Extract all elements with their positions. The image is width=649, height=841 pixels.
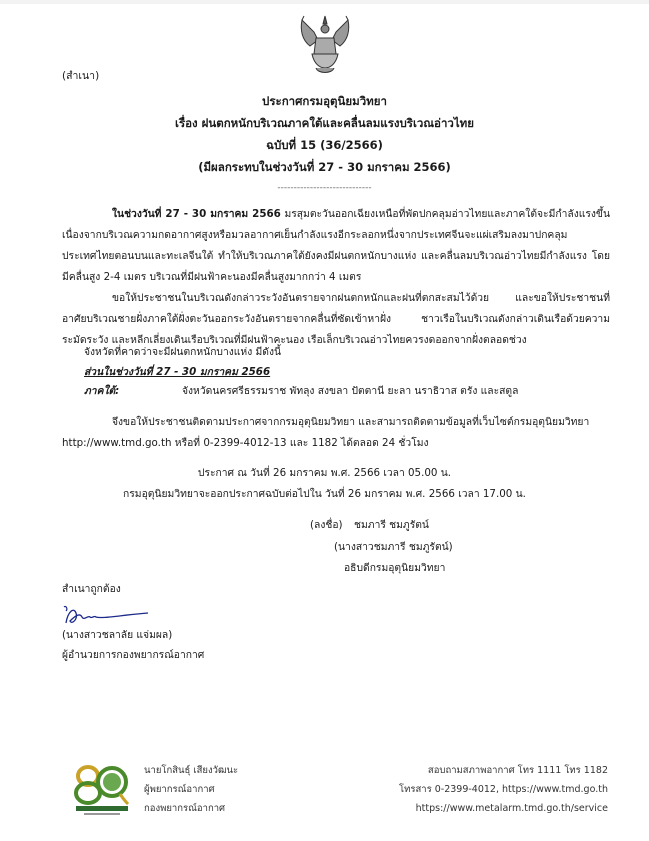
provinces-intro: จังหวัดที่คาดว่าจะมีฝนตกหนักบางแห่ง มีดังนี้ xyxy=(84,346,282,358)
forecast-text: มรสุมตะวันออกเฉียงเหนือที่พัดปกคลุมอ่าวไทยและภาคใต้จะมีกำลังแรงขึ้น เนื่องจากบริเวณความกดอากาศสูงหรือมวลอากาศเย็นกำลังแรงอีกระลอกหนึ่งจากประเทศจีนจะแผ่เสริมลงมาปกคลุมประเทศไทยตอนบนและทะเลจีนใต้ ทำให้บริเวณภาคใต้ยังคงมีฝนตกหนักบางแห่ง และคลื่นลมบริเวณอ่าวไทยมีกำลังแรง โดยมีคลื่นสูง 2-4 เมตร บริเวณที่มีฝนฟ้าคะนองมีคลื่นสูงมากกว่า 4 เมตร xyxy=(62,208,610,283)
forecaster-division: กองพยากรณ์อากาศ xyxy=(144,803,226,814)
region-provinces: จังหวัดนครศรีธรรมราช พัทลุง สงขลา ปัตตานี ยะลา นราธิวาส ตรัง และสตูล xyxy=(182,385,519,397)
period-heading: ส่วนในช่วงวันที่ 27 - 30 มกราคม 2566 xyxy=(84,366,271,378)
signed-label: (ลงชื่อ) xyxy=(310,519,343,531)
top-border xyxy=(0,0,649,4)
footer-fax-website[interactable]: โทรสาร 0-2399-4012, https://www.tmd.go.th xyxy=(399,784,608,795)
footer-hotline: สอบถามสภาพอากาศ โทร 1111 โทร 1182 xyxy=(427,765,608,776)
next-issue: กรมอุตุนิยมวิทยาจะออกประกาศฉบับต่อไปใน วันที่ 26 มกราคม พ.ศ. 2566 เวลา 17.00 น. xyxy=(123,488,526,500)
region-label: ภาคใต้: xyxy=(84,385,120,397)
forecaster-role: ผู้พยากรณ์อากาศ xyxy=(144,784,215,795)
signed-name: ชมภารี ชมภูรัตน์ xyxy=(354,519,429,531)
forecast-period-bold: ในช่วงวันที่ 27 - 30 มกราคม 2566 xyxy=(112,208,281,220)
certified-label: สำเนาถูกต้อง xyxy=(62,583,121,595)
effect-period: (มีผลกระทบในช่วงวันที่ 27 - 30 มกราคม 2566) xyxy=(198,160,451,174)
issue-number: ฉบับที่ 15 (36/2566) xyxy=(266,138,383,152)
paragraph-forecast xyxy=(62,204,610,288)
forecaster-name: นายโกสินธุ์ เสียงวัฒนะ xyxy=(144,765,239,776)
announcement-subject: เรื่อง ฝนตกหนักบริเวณภาคใต้และคลื่นลมแรงบริเวณอ่าวไทย xyxy=(175,116,474,130)
separator: ----------------------------- xyxy=(277,183,372,193)
announced-at: ประกาศ ณ วันที่ 26 มกราคม พ.ศ. 2566 เวลา 05.00 น. xyxy=(197,467,452,479)
contact-instruction: จึงขอให้ประชาชนติดตามประกาศจากกรมอุตุนิยมวิทยา และสามารถติดตามข้อมูลที่เว็บไซต์กรมอุตุนิยมวิทยา xyxy=(112,416,590,428)
director-full-name: (นางสาวชมภารี ชมภูรัตน์) xyxy=(334,541,453,553)
contact-details: http://www.tmd.go.th หรือที่ 0-2399-4012-13 และ 1182 ได้ตลอด 24 ชั่วโมง xyxy=(62,437,429,449)
paragraph-warning: ขอให้ประชาชนในบริเวณดังกล่าวระวังอันตรายจากฝนตกหนักและฝนที่ตกสะสมไว้ด้วย และขอให้ประชาชนที่อาศัยบริเวณชายฝั่งภาคใต้ฝั่งตะวันออกระวังอันตรายจากคลื่นที่ซัดเข้าหาฝั่ง ชาวเรือในบริเวณดังกล่าวเดินเรือด้วยความระมัดระวัง และหลีกเลี่ยงเดินเรือบริเวณที่มีฝนฟ้าคะนอง เรือเล็กบริเวณอ่าวไทยควรงดออกจากฝั่งตลอดช่วง xyxy=(62,292,610,346)
footer-metalarm-link[interactable]: https://www.metalarm.tmd.go.th/service xyxy=(415,803,608,814)
certifier-name: (นางสาวชลาลัย แจ่มผล) xyxy=(62,629,173,641)
director-position: อธิบดีกรมอุตุนิยมวิทยา xyxy=(344,562,446,574)
certifier-position: ผู้อำนวยการกองพยากรณ์อากาศ xyxy=(62,649,205,661)
handwritten-signature-icon xyxy=(62,603,152,629)
announcement-org-title: ประกาศกรมอุตุนิยมวิทยา xyxy=(262,94,387,108)
tmd-80-logo-icon xyxy=(72,760,132,818)
copy-mark: (สำเนา) xyxy=(62,70,100,82)
garuda-emblem-icon xyxy=(290,10,360,80)
